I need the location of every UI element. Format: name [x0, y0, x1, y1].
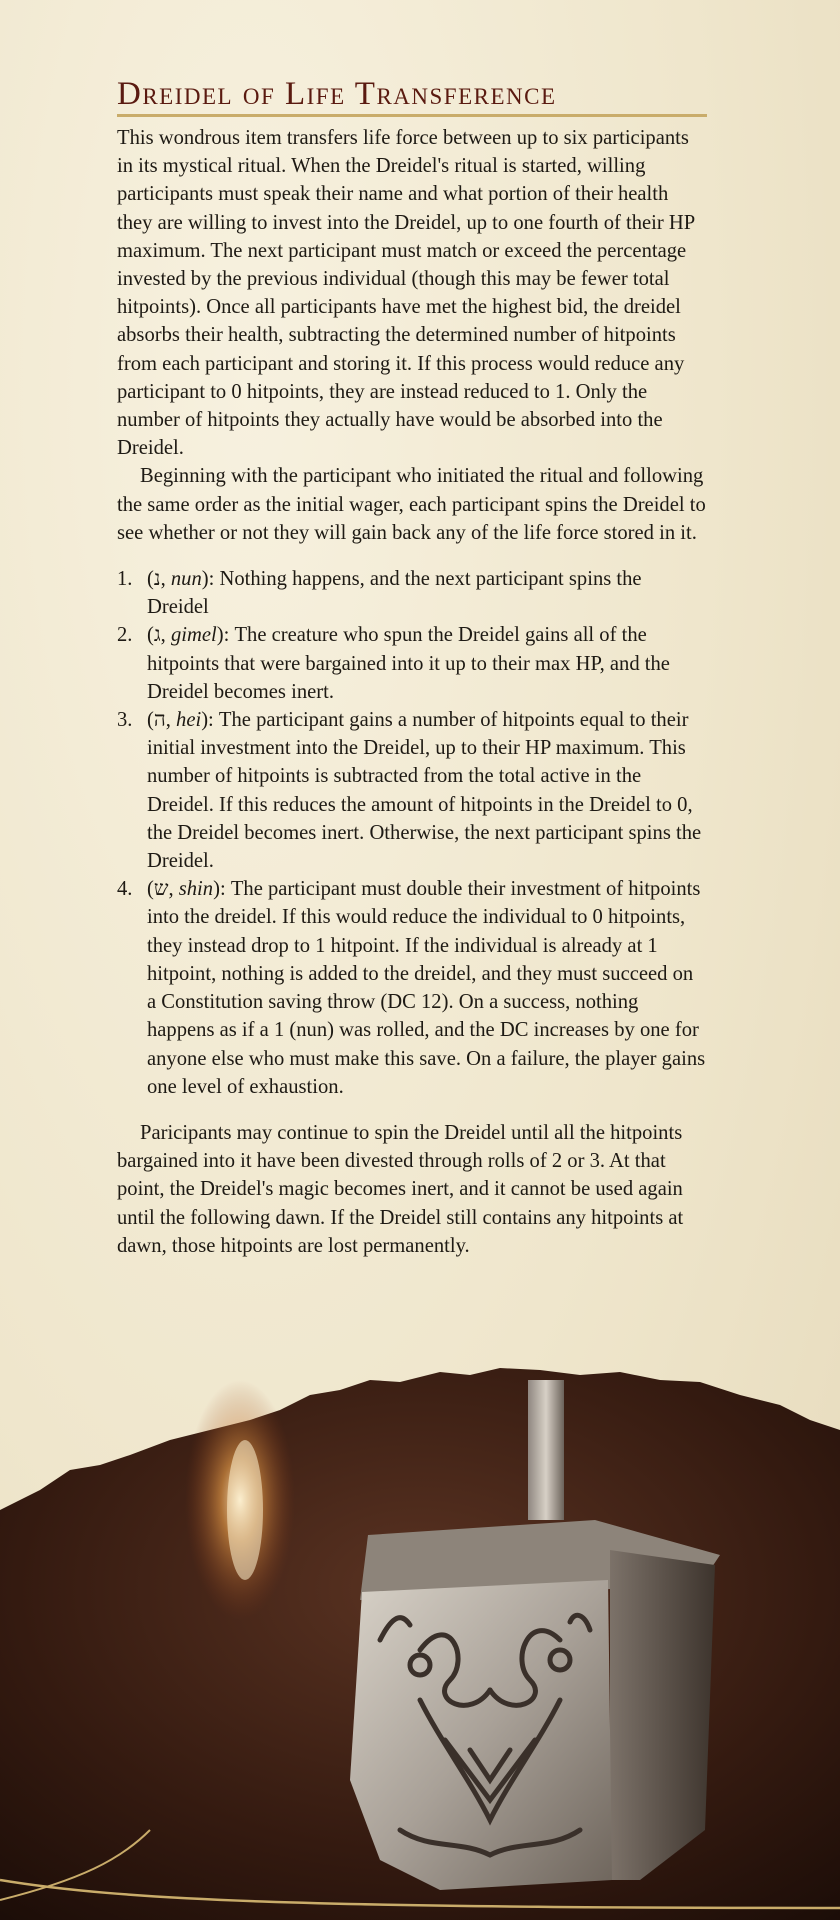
page-title: Dreidel of Life Transference [117, 76, 707, 117]
list-item: 2. (ג, gimel): The creature who spun the Dreidel gains all of the hitpoints that were bargained into it up to their max HP, and the Dreidel becomes inert. [117, 624, 670, 703]
dreidel-illustration [0, 1360, 840, 1920]
intro-paragraph: This wondrous item transfers life force between up to six participants in its mystical ritual. When the Dreidel's ritual is started, willing participants must speak their name and what portion of their health they are willing to invest into the Dreidel, up to one fourth of their HP maximum. The next participant must match or exceed the percentage invested by the previous individual (though this may be fewer total hitpoints). Once all participants have met the highest bid, the dreidel absorbs their health, subtracting the determined number of hitpoints from each participant and storing it. If this process would reduce any participant to 0 hitpoints, they are instead reduced to 1. Only the number of hitpoints they actually have would be absorbed into the Dreidel. [117, 127, 695, 460]
closing-paragraph: Paricipants may continue to spin the Dreidel until all the hitpoints bargained into it have been divested through rolls of 2 or 3. At that point, the Dreidel's magic becomes inert, and it cannot be used again until the following dawn. If the Dreidel still contains any hitpoints at dawn, those hitpoints are lost permanently. [117, 1121, 684, 1257]
article [117, 76, 707, 1260]
order-paragraph: Beginning with the participant who initiated the ritual and following the same order as the initial wager, each participant spins the Dreidel to see whether or not they will gain back any of the life force stored in it. [117, 465, 706, 544]
list-item: 1. (נ, nun): Nothing happens, and the next participant spins the Dreidel [117, 568, 642, 619]
dreidel-stem [528, 1380, 564, 1520]
outcome-list [117, 565, 707, 1101]
list-item: 4. (ש, shin): The participant must double their investment of hitpoints into the dreidel. If this would reduce the individual to 0 hitpoints, they instead drop to 1 hitpoint. If the individual is already at 1 hitpoint, nothing is added to the dreidel, and they must succeed on a Constitution saving throw (DC 12). On a success, nothing happens as if a 1 (nun) was rolled, and the DC increases by one for anyone else who must make this save. On a failure, the player gains one level of exhaustion. [117, 878, 706, 1098]
list-item: 3. (ה, hei): The participant gains a number of hitpoints equal to their initial investment into the Dreidel, up to their HP maximum. This number of hitpoints is subtracted from the total active in the Dreidel. If this reduces the amount of hitpoints in the Dreidel to 0, the Dreidel becomes inert. Otherwise, the next participant spins the Dreidel. [117, 709, 702, 873]
dreidel-side [610, 1550, 715, 1880]
